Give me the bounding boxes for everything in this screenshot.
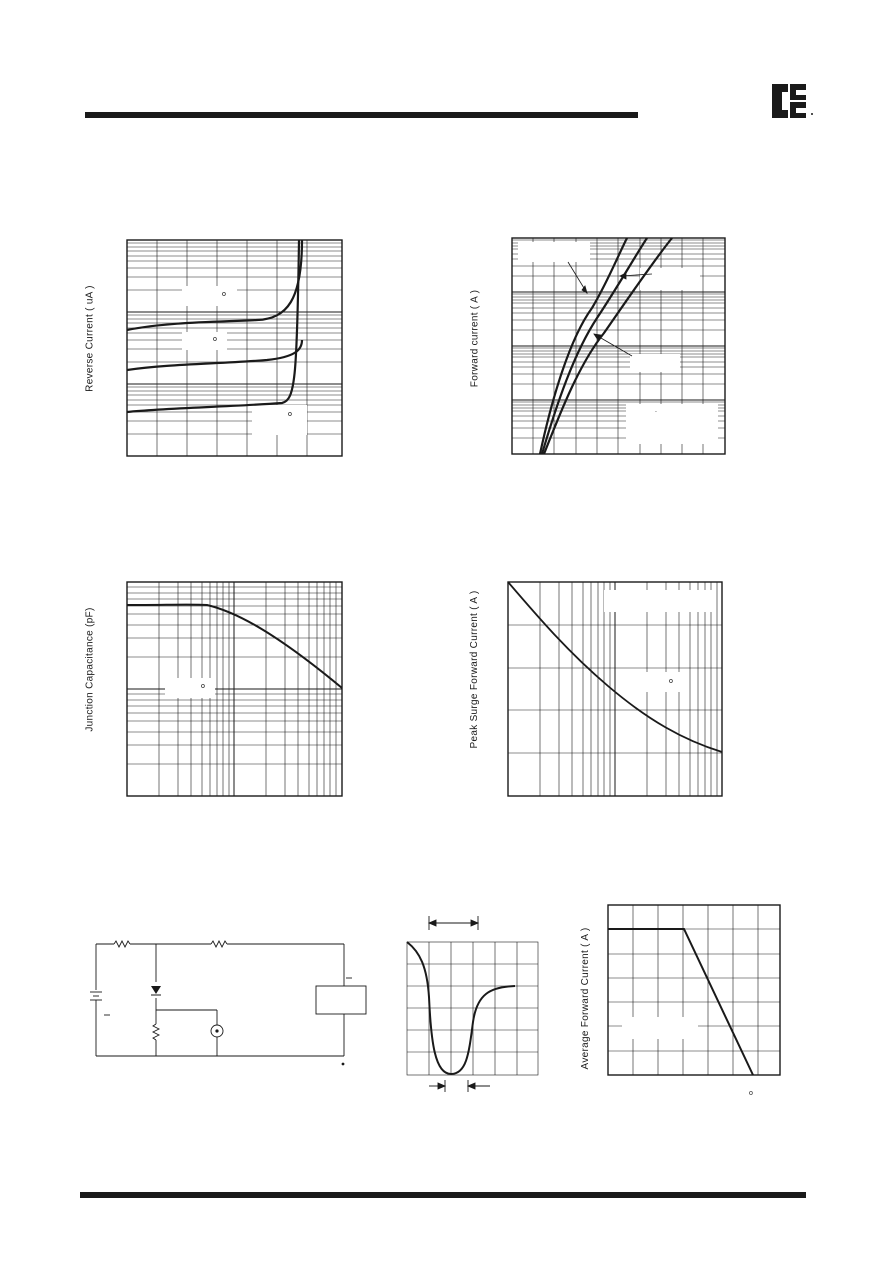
test-circuit-diagram <box>84 930 364 1070</box>
cec-logo-icon <box>770 82 816 120</box>
degree-mark: o <box>222 291 226 298</box>
junction-capacitance-chart <box>127 582 342 796</box>
average-forward-current-axis-label: Average Forward Current ( A ) <box>580 927 591 1070</box>
degree-mark: o <box>201 683 205 690</box>
degree-mark: . <box>655 407 657 414</box>
derating-chart <box>608 905 780 1075</box>
forward-current-axis-label: Forward current ( A ) <box>469 289 481 388</box>
footer-rule <box>80 1192 806 1198</box>
degree-mark: o <box>669 678 673 685</box>
recovery-waveform-diagram <box>405 912 540 1102</box>
reverse-current-axis-label: Reverse Current ( uA ) <box>84 285 96 392</box>
forward-current-chart <box>512 238 725 454</box>
degree-mark: o <box>749 1090 753 1097</box>
degree-mark: o <box>288 411 292 418</box>
header-rule <box>85 112 638 118</box>
peak-surge-chart <box>508 582 722 796</box>
degree-mark: o <box>213 336 217 343</box>
peak-surge-axis-label: Peak Surge Forward Current ( A ) <box>469 590 480 749</box>
reverse-current-chart <box>127 240 342 456</box>
junction-capacitance-axis-label: Junction Capacitance (pF) <box>84 607 96 732</box>
